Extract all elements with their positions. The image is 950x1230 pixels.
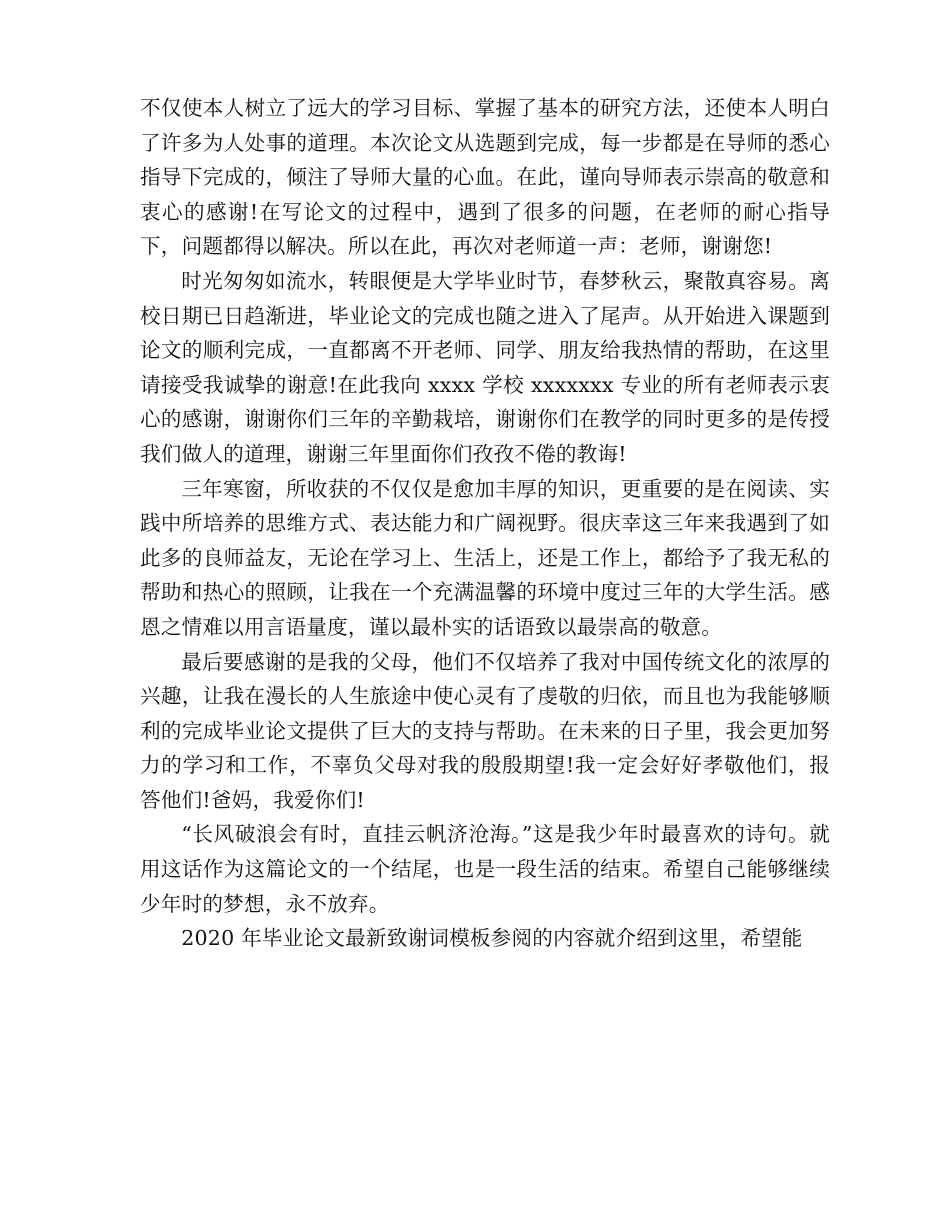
document-body [140,91,830,956]
paragraph-2: 时光匆匆如流水，转眼便是大学毕业时节，春梦秋云，聚散真容易。离校日期已日趋渐进，毕业论文的完成也随之进入了尾声。从开始进入课题到论文的顺利完成，一直都离不开老师、同学、朋友给我热情的帮助，在这里请接受我诚挚的谢意!在此我向 xxxx 学校 xxxxxxx 专业的所有老师表示衷心的感谢，谢谢你们三年的辛勤栽培，谢谢你们在教学的同时更多的是传授我们做人的道理，谢谢三年里面你们孜孜不倦的教诲! [140,268,830,466]
paragraph-3: 三年寒窗，所收获的不仅仅是愈加丰厚的知识，更重要的是在阅读、实践中所培养的思维方式、表达能力和广阔视野。很庆幸这三年来我遇到了如此多的良师益友，无论在学习上、生活上，还是工作上，都给予了我无私的帮助和热心的照顾，让我在一个充满温馨的环境中度过三年的大学生活。感恩之情难以用言语量度，谨以最朴实的话语致以最崇高的敬意。 [140,476,830,639]
paragraph-6: 2020 年毕业论文最新致谢词模板参阅的内容就介绍到这里，希望能 [181,926,803,951]
paragraph-4: 最后要感谢的是我的父母，他们不仅培养了我对中国传统文化的浓厚的兴趣，让我在漫长的人生旅途中使心灵有了虔敬的归依，而且也为我能够顺利的完成毕业论文提供了巨大的支持与帮助。在未来的日子里，我会更加努力的学习和工作，不辜负父母对我的殷殷期望!我一定会好好孝敬他们，报答他们!爸妈，我爱你们! [140,649,830,812]
paragraph-1: 不仅使本人树立了远大的学习目标、掌握了基本的研究方法，还使本人明白了许多为人处事的道理。本次论文从选题到完成，每一步都是在导师的悉心指导下完成的，倾注了导师大量的心血。在此，谨向导师表示崇高的敬意和衷心的感谢!在写论文的过程中，遇到了很多的问题，在老师的耐心指导下，问题都得以解决。所以在此，再次对老师道一声：老师，谢谢您! [140,96,830,259]
paragraph-5: “长风破浪会有时，直挂云帆济沧海。”这是我少年时最喜欢的诗句。就用这话作为这篇论文的一个结尾，也是一段生活的结束。希望自己能够继续少年时的梦想，永不放弃。 [140,822,830,916]
